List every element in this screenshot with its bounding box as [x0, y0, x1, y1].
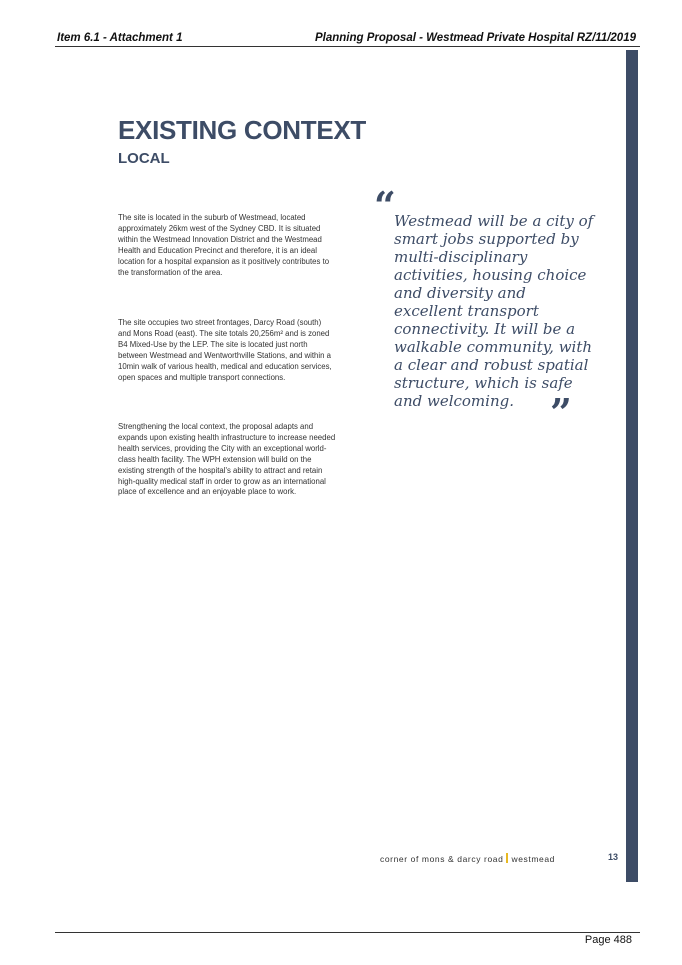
footer-tagline-right: westmead	[511, 854, 555, 864]
inner-page-number: 13	[608, 852, 619, 862]
document-page-number: Page 488	[584, 934, 632, 946]
side-accent-bar	[626, 50, 638, 882]
open-quote-icon: “	[374, 183, 396, 228]
body-paragraph-2: The site occupies two street frontages, Darcy Road (south) and Mons Road (east). The site totals 20,256m² and is zoned B4 Mixed-Use by the LEP. The site is located just north between Westmead and Wentworthville Stations, and within a 10min walk of various health, medical and education services, open spaces and multiple transport connections.	[118, 318, 332, 382]
footer-divider	[55, 932, 640, 933]
close-quote-icon: ”	[550, 390, 572, 435]
pull-quote: Westmead will be a city of smart jobs supported by multi-disciplinary activities, housing choice and diversity and excellent transport connectivity. It will be a walkable community, with a clear and robust spatial structure, which is safe and welcoming.	[394, 212, 594, 410]
header-document-title: Planning Proposal - Westmead Private Hospital RZ/11/2019	[314, 32, 636, 44]
header-divider	[55, 46, 640, 47]
footer-divider-bar	[506, 853, 508, 863]
header-attachment-label: Item 6.1 - Attachment 1	[57, 32, 183, 44]
body-paragraph-1: The site is located in the suburb of Westmead, located approximately 26km west of the Sydney CBD. It is situated within the Westmead Innovation District and the Westmead Health and Education Precinct and therefore, it is an ideal location for a hospital expansion as it positively contributes to the transformation of the area.	[118, 213, 330, 277]
body-paragraph-3: Strengthening the local context, the proposal adapts and expands upon existing health infrastructure to increase needed health services, providing the City with an exceptional world-class health facility. The WPH extension will build on the existing strength of the hospital's ability to attract and retain high-quality medical staff in order to grow as an international place of excellence and an enjoyable place to work.	[118, 422, 336, 497]
page-title: EXISTING CONTEXT	[118, 115, 367, 145]
footer-tagline-left: corner of mons & darcy road	[380, 854, 504, 864]
footer-tagline	[380, 853, 555, 864]
page-subtitle: LOCAL	[118, 150, 170, 167]
